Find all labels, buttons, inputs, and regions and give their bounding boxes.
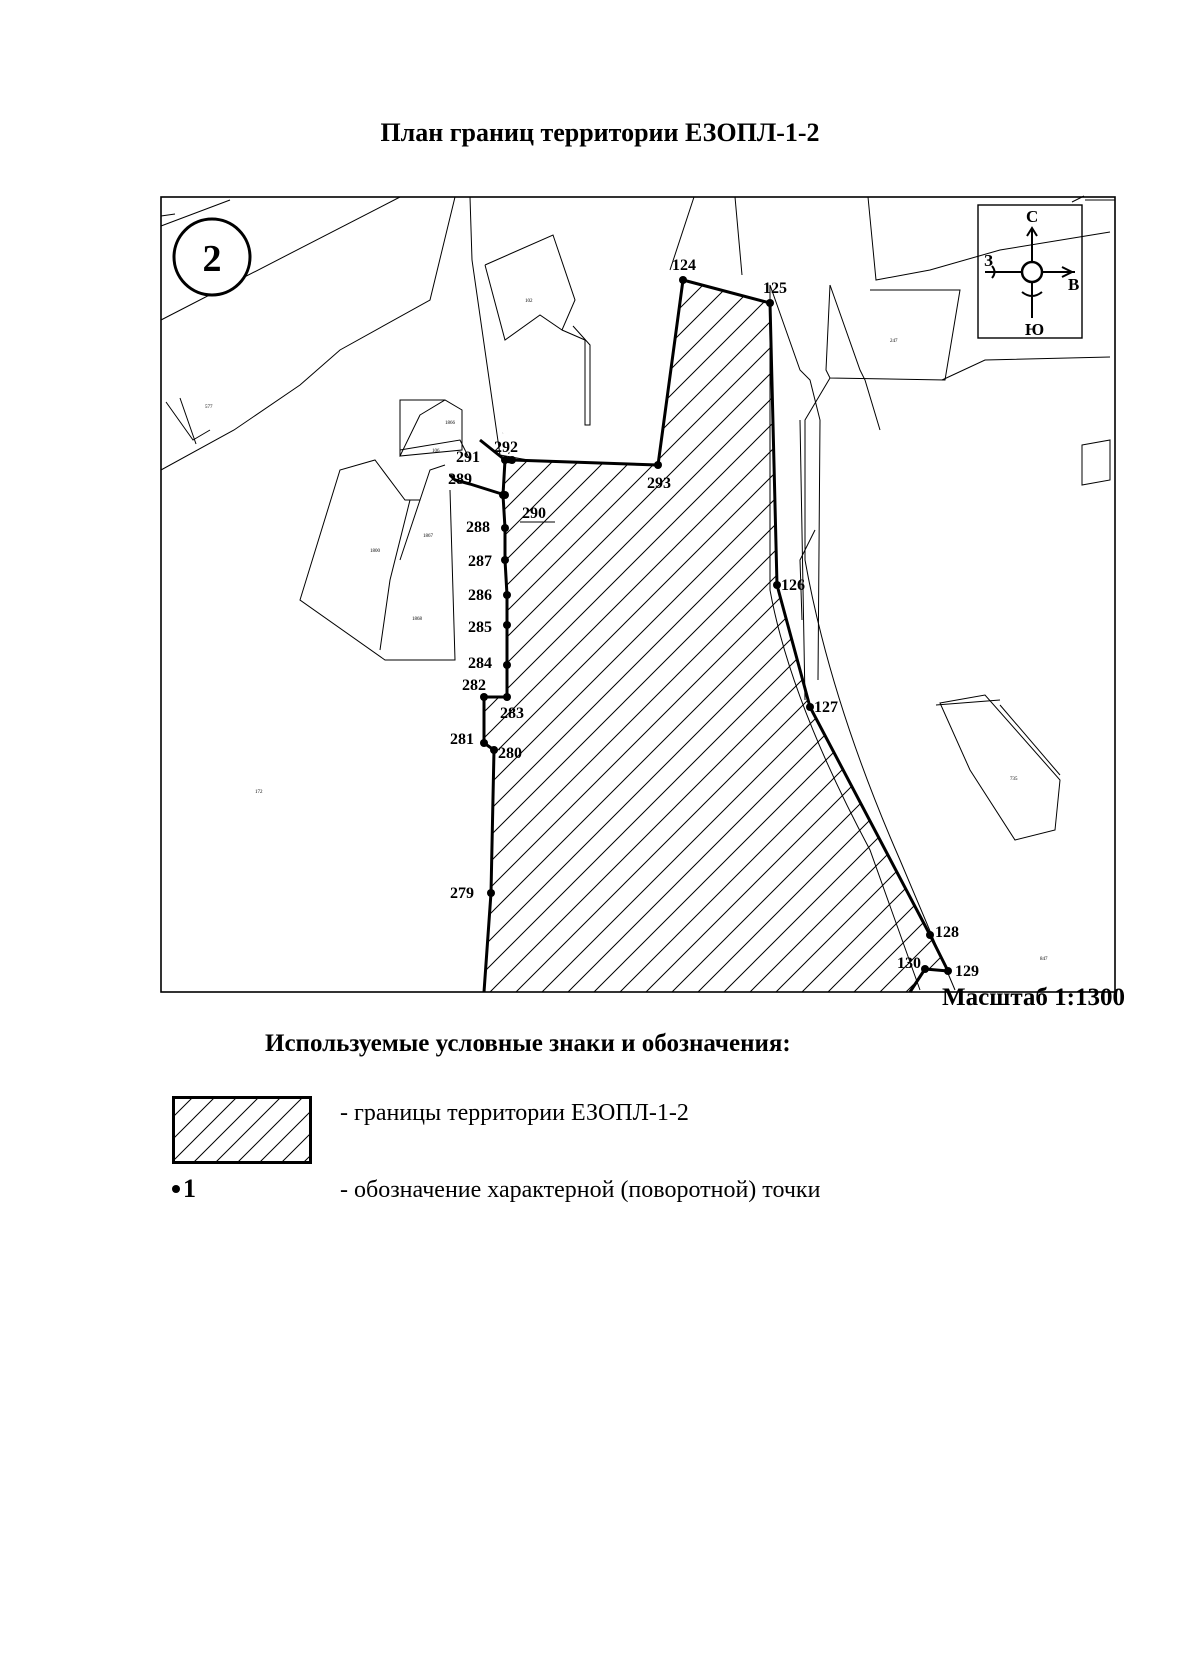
point-281 [480,739,488,747]
point-282 [480,693,488,701]
point-label: 288 [466,519,490,536]
point-127 [806,703,814,711]
point-label: 129 [955,963,979,980]
point-293 [654,461,662,469]
point-label: 282 [462,677,486,694]
point-128 [926,931,934,939]
point-label: 291 [456,449,480,466]
point-label: 125 [763,280,787,297]
legend-territory-swatch [172,1096,312,1164]
parcel-label: 102 [525,299,533,304]
parcel-label: 1800 [370,549,380,554]
compass-north: С [1026,207,1039,226]
parcel-label: 1866 [445,421,455,426]
point-label: 127 [814,699,838,716]
point-291 [501,456,509,464]
compass-south: Ю [1025,320,1045,339]
point-label: 286 [468,587,492,604]
parcel-label: 1868 [412,617,422,622]
point-label: 280 [498,745,522,762]
scale-label: Масштаб 1:1300 [942,984,1125,1011]
legend-point-symbol [172,1174,196,1204]
point-label: 284 [468,655,492,672]
point-290 [501,491,509,499]
point-292 [508,456,516,464]
point-287 [501,556,509,564]
parcel-label: 735 [1010,777,1018,782]
point-125 [766,299,774,307]
point-label: 126 [781,577,805,594]
point-288 [501,524,509,532]
point-283 [503,693,511,701]
parcel-label: 577 [205,405,213,410]
point-label: 279 [450,885,474,902]
point-label: 292 [494,439,518,456]
point-126 [773,581,781,589]
parcel-label: 247 [890,339,898,344]
point-label: 289 [448,471,472,488]
point-dot-icon [172,1185,180,1193]
sheet-number: 2 [202,238,222,280]
point-286 [503,591,511,599]
compass-east: В [1068,275,1080,294]
point-label: 290 [522,505,546,522]
point-130 [921,965,929,973]
parcel-label: 847 [1040,957,1048,962]
point-label: 293 [647,475,671,492]
point-124 [679,276,687,284]
point-284 [503,661,511,669]
point-285 [503,621,511,629]
legend-point-text: - обозначение характерной (поворотной) точки [340,1177,821,1203]
point-129 [944,967,952,975]
parcel-label: 172 [255,790,263,795]
point-label: 124 [672,257,696,274]
point-label: 130 [897,955,921,972]
legend-territory-text: - границы территории ЕЗОПЛ-1-2 [340,1100,689,1126]
point-label: 281 [450,731,474,748]
compass-west: З [984,251,993,270]
point-280 [490,746,498,754]
page-title: План границ территории ЕЗОПЛ-1-2 [380,118,820,147]
point-label: 283 [500,705,524,722]
compass [978,205,1082,339]
point-279 [487,889,495,897]
point-label: 128 [935,924,959,941]
sheet-number-badge [174,219,250,295]
legend-point-number: 1 [183,1174,196,1203]
point-label: 285 [468,619,492,636]
parcel-label: 1867 [423,534,433,539]
parcel-label: 106 [432,449,440,454]
territory-polygon [484,280,948,992]
legend-title: Используемые условные знаки и обозначения: [265,1030,791,1057]
point-label: 287 [468,553,492,570]
